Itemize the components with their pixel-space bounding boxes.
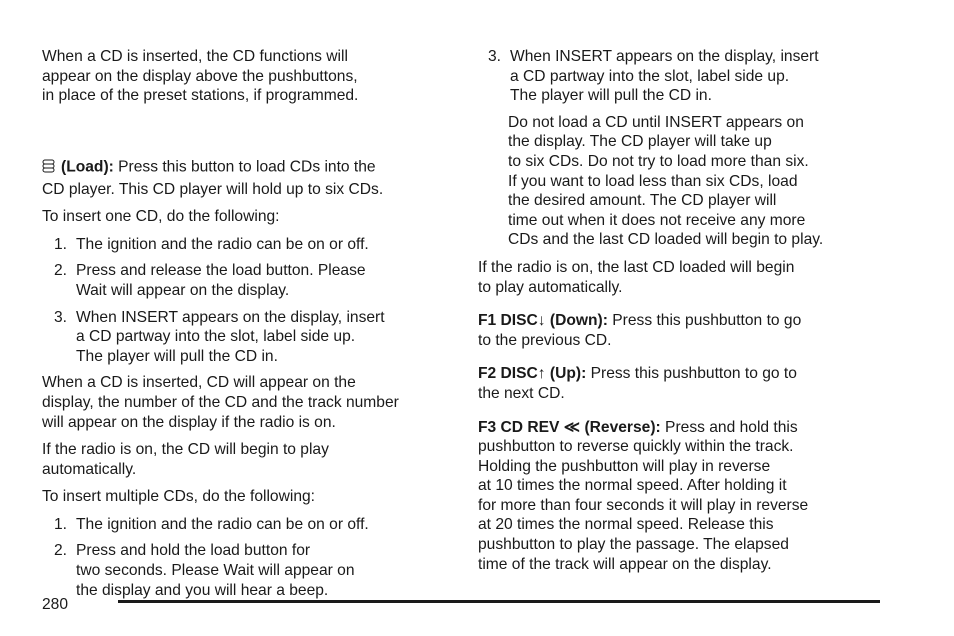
inserted-paragraph: When a CD is inserted, CD will appear on the display, the number of the CD and the track number will appear on the display if the radio is on. xyxy=(42,374,399,431)
f1-label: F1 DISC↓ (Down): xyxy=(478,312,608,330)
f1-paragraph xyxy=(478,311,888,350)
radio-on-last-paragraph: If the radio is on, the last CD loaded will begin to play automatically. xyxy=(478,258,795,296)
left-column xyxy=(42,47,452,607)
footer-rule xyxy=(118,600,880,603)
f3-label: F3 CD REV ≪ (Reverse): xyxy=(478,418,661,436)
page-number: 280 xyxy=(42,596,69,613)
step-text: When INSERT appears on the display, insert a CD partway into the slot, label side up. The player will pull the CD in. xyxy=(510,48,819,105)
f2-text: Press this pushbutton to go to the next CD. xyxy=(478,365,797,402)
step-text: When INSERT appears on the display, insert a CD partway into the slot, label side up. The player will pull the CD in. xyxy=(76,308,385,365)
cd-stack-icon xyxy=(42,139,55,179)
f2-label: F2 DISC↑ (Up): xyxy=(478,365,587,383)
list-item xyxy=(42,308,452,367)
list-item xyxy=(478,47,888,106)
radio-on-paragraph: If the radio is on, the CD will begin to play automatically. xyxy=(42,441,329,478)
step-text: Press and release the load button. Please Wait will appear on the display. xyxy=(76,262,366,299)
insert-one-heading: To insert one CD, do the following: xyxy=(42,208,280,226)
load-paragraph xyxy=(42,120,452,199)
f2-paragraph xyxy=(478,364,888,403)
step-text: Press and hold the load button for two seconds. Please Wait will appear on the display and you will hear a beep. xyxy=(76,542,355,599)
list-item xyxy=(42,261,452,300)
step-number: 1. xyxy=(54,235,68,253)
step-number: 3. xyxy=(488,48,502,65)
f3-text: Press and hold this pushbutton to reverse quickly within the track. Holding the pushbutton will play in reverse at 10 times the normal speed. After holding it for more than four seconds it will play in reverse at 20 times the normal speed. Release this pushbutton to play the passage. The elapsed time of the track will appear on the display. xyxy=(478,418,809,573)
step-number: 2. xyxy=(54,542,68,560)
step-text: The ignition and the radio can be on or off. xyxy=(76,515,369,533)
f3-paragraph xyxy=(478,418,888,575)
intro-paragraph: When a CD is inserted, the CD functions will appear on the display above the pushbuttons, in place of the preset stations, if programmed. xyxy=(42,48,359,105)
load-label: (Load): xyxy=(61,158,114,176)
list-item xyxy=(42,235,452,255)
step3-note: Do not load a CD until INSERT appears on the display. The CD player will take up to six CDs. Do not try to load more than six. If you want to load less than six CDs, load the desired amount. The CD player will time out when it does not receive any more CDs and the last CD loaded will begin to play. xyxy=(508,113,824,249)
step-number: 3. xyxy=(54,308,68,326)
list-item xyxy=(42,541,452,600)
list-item xyxy=(42,515,452,535)
load-text: Press this button to load CDs into the CD player. This CD player will hold up to six CDs. xyxy=(42,158,384,198)
step-number: 1. xyxy=(54,515,68,533)
right-column xyxy=(478,47,888,582)
step-number: 2. xyxy=(54,262,68,280)
insert-multi-heading: To insert multiple CDs, do the following: xyxy=(42,488,316,506)
f1-text: Press this pushbutton to go to the previous CD. xyxy=(478,312,802,349)
step-text: The ignition and the radio can be on or off. xyxy=(76,235,369,253)
